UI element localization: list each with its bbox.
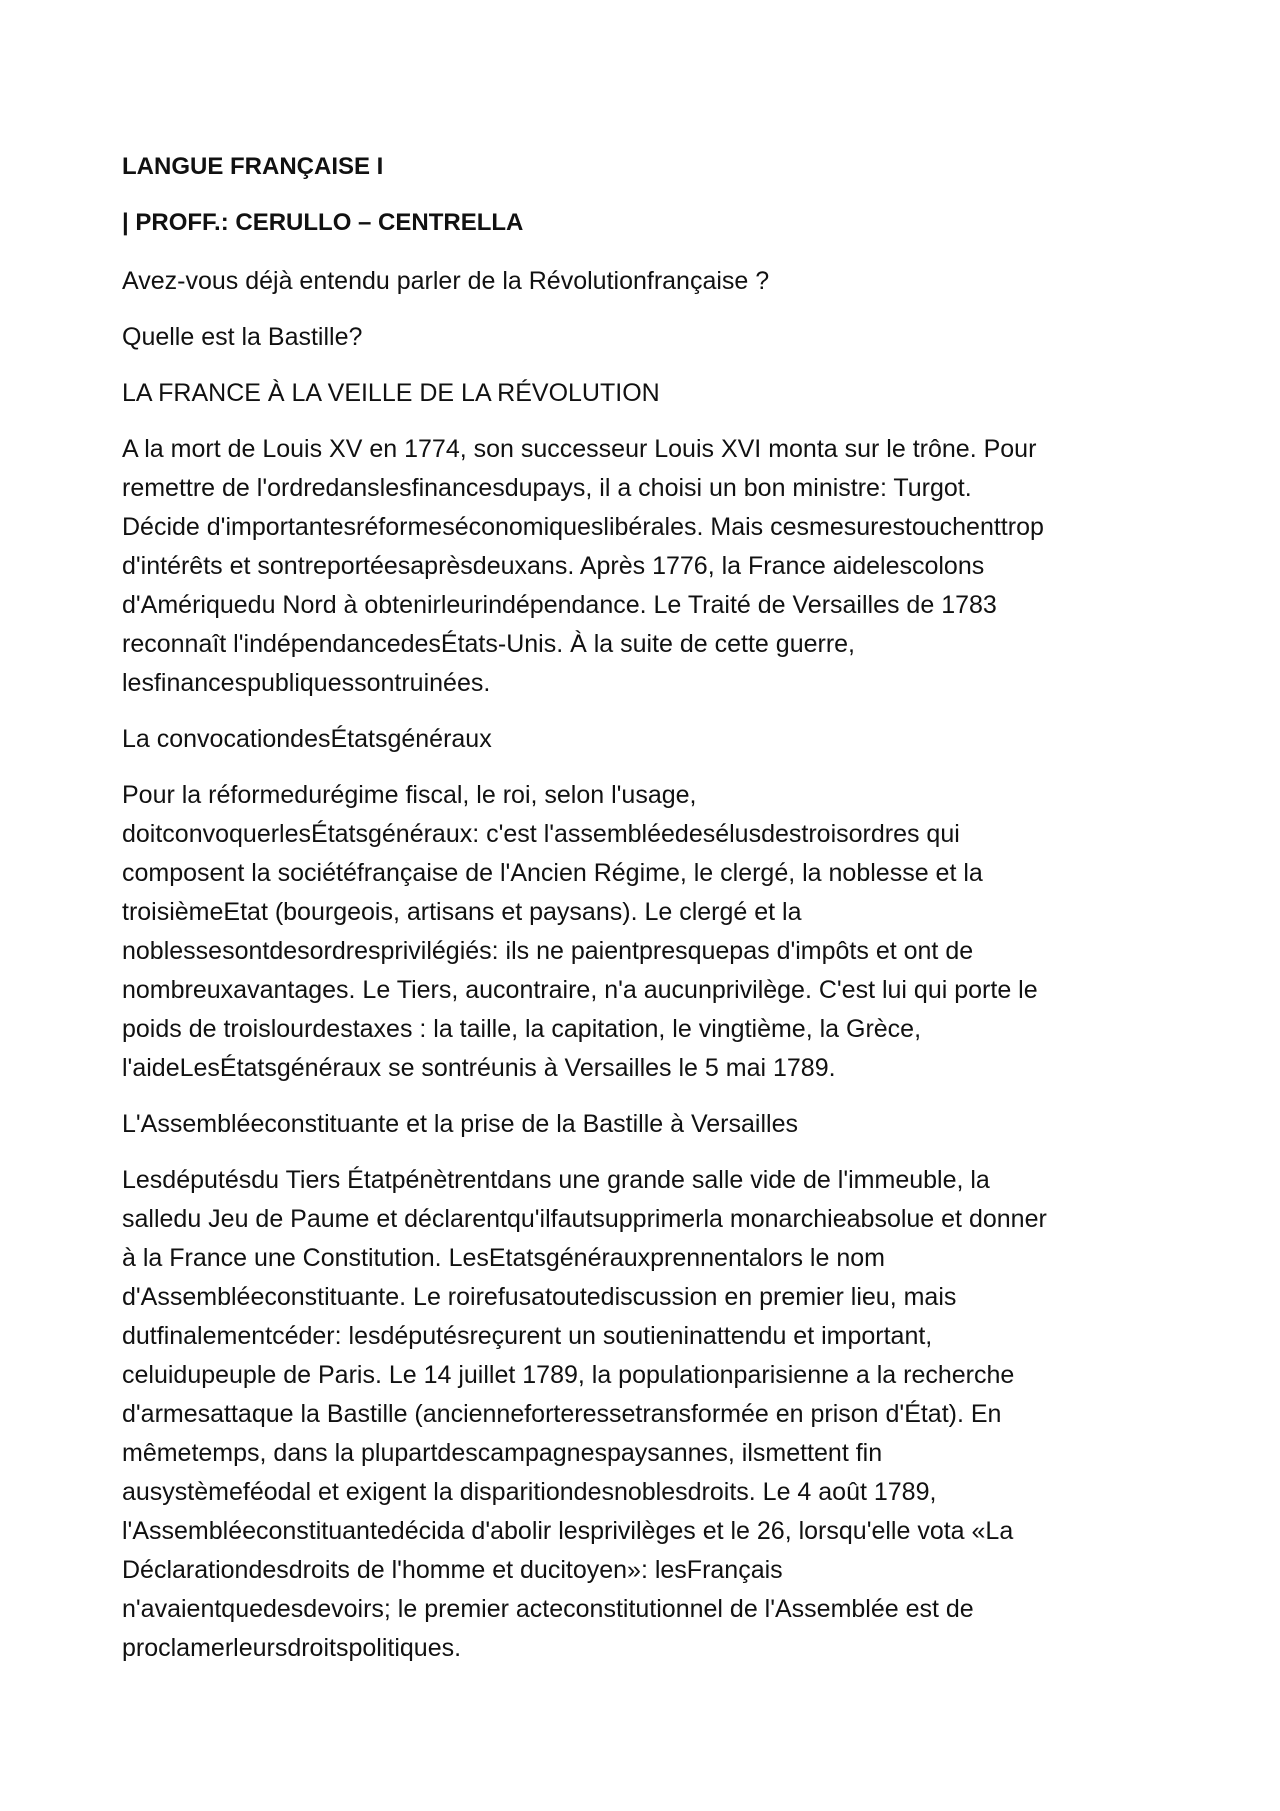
section-title-france-veille: LA FRANCE À LA VEILLE DE LA RÉVOLUTION: [122, 379, 660, 407]
paragraph-line: celuidupeuple de Paris. Le 14 juillet 1789, la populationparisienne a la recherche: [122, 1361, 1015, 1389]
paragraph-line: poids de troislourdestaxes : la taille, la capitation, le vingtième, la Grèce,: [122, 1015, 922, 1043]
section-title-convocation: La convocationdesÉtatsgénéraux: [122, 725, 492, 753]
course-title: LANGUE FRANÇAISE I: [122, 153, 384, 180]
paragraph-line: noblessesontdesordresprivilégiés: ils ne paientpresquepas d'impôts et ont de: [122, 937, 974, 965]
paragraph-line: remettre de l'ordredanslesfinancesdupays, il a choisi un bon ministre: Turgot.: [122, 474, 972, 502]
paragraph-line: proclamerleursdroitspolitiques.: [122, 1634, 462, 1662]
paragraph-line: à la France une Constitution. LesEtatsgénérauxprennentalors le nom: [122, 1244, 885, 1272]
paragraph-convocation: [122, 776, 1172, 1088]
paragraph-line: lesfinancespubliquessontruinées.: [122, 669, 491, 697]
paragraph-line: Pour la réformedurégime fiscal, le roi, selon l'usage,: [122, 781, 697, 809]
paragraph-line: d'intérêts et sontreportéesaprèsdeuxans. Après 1776, la France aidelescolons: [122, 552, 985, 580]
paragraph-assemblee: [122, 1161, 1172, 1668]
paragraph-line: d'Assembléeconstituante. Le roirefusatoutediscussion en premier lieu, mais: [122, 1283, 957, 1311]
paragraph-line: ausystèmeféodal et exigent la disparitiondesnoblesdroits. Le 4 août 1789,: [122, 1478, 937, 1506]
paragraph-line: l'Assembléeconstituantedécida d'abolir lesprivilèges et le 26, lorsqu'elle vota «La: [122, 1517, 1014, 1545]
paragraph-line: Décide d'importantesréformeséconomiqueslibérales. Mais cesmesurestouchenttrop: [122, 513, 1044, 541]
paragraph-line: mêmetemps, dans la plupartdescampagnespaysannes, ilsmettent fin: [122, 1439, 883, 1467]
paragraph-line: troisièmeEtat (bourgeois, artisans et paysans). Le clergé et la: [122, 898, 802, 926]
paragraph-line: A la mort de Louis XV en 1774, son successeur Louis XVI monta sur le trône. Pour: [122, 435, 1037, 463]
paragraph-line: d'armesattaque la Bastille (ancienneforteressetransformée en prison d'État). En: [122, 1400, 1002, 1428]
paragraph-line: l'aideLesÉtatsgénéraux se sontréunis à Versailles le 5 mai 1789.: [122, 1054, 836, 1082]
paragraph-line: Lesdéputésdu Tiers Étatpénètrentdans une grande salle vide de l'immeuble, la: [122, 1166, 990, 1194]
section-title-assemblee: L'Assembléeconstituante et la prise de la Bastille à Versailles: [122, 1110, 798, 1138]
paragraph-line: d'Amériquedu Nord à obtenirleurindépendance. Le Traité de Versailles de 1783: [122, 591, 997, 619]
professors-line: | PROFF.: CERULLO – CENTRELLA: [122, 209, 524, 236]
paragraph-line: salledu Jeu de Paume et déclarentqu'ilfautsupprimerla monarchieabsolue et donner: [122, 1205, 1047, 1233]
paragraph-france-veille: [122, 430, 1172, 703]
question-revolution: Avez-vous déjà entendu parler de la Révolutionfrançaise ?: [122, 267, 770, 295]
paragraph-line: Déclarationdesdroits de l'homme et ducitoyen»: lesFrançais: [122, 1556, 783, 1584]
paragraph-line: doitconvoquerlesÉtatsgénéraux: c'est l'assembléedesélusdestroisordres qui: [122, 820, 960, 848]
paragraph-line: reconnaît l'indépendancedesÉtats-Unis. À la suite de cette guerre,: [122, 630, 855, 658]
paragraph-line: composent la sociétéfrançaise de l'Ancien Régime, le clergé, la noblesse et la: [122, 859, 983, 887]
question-bastille: Quelle est la Bastille?: [122, 323, 363, 351]
paragraph-line: n'avaientquedesdevoirs; le premier acteconstitutionnel de l'Assemblée est de: [122, 1595, 974, 1623]
paragraph-line: dutfinalementcéder: lesdéputésreçurent un soutieninattendu et important,: [122, 1322, 933, 1350]
document-page: [122, 150, 1172, 1685]
paragraph-line: nombreuxavantages. Le Tiers, aucontraire, n'a aucunprivilège. C'est lui qui porte le: [122, 976, 1038, 1004]
